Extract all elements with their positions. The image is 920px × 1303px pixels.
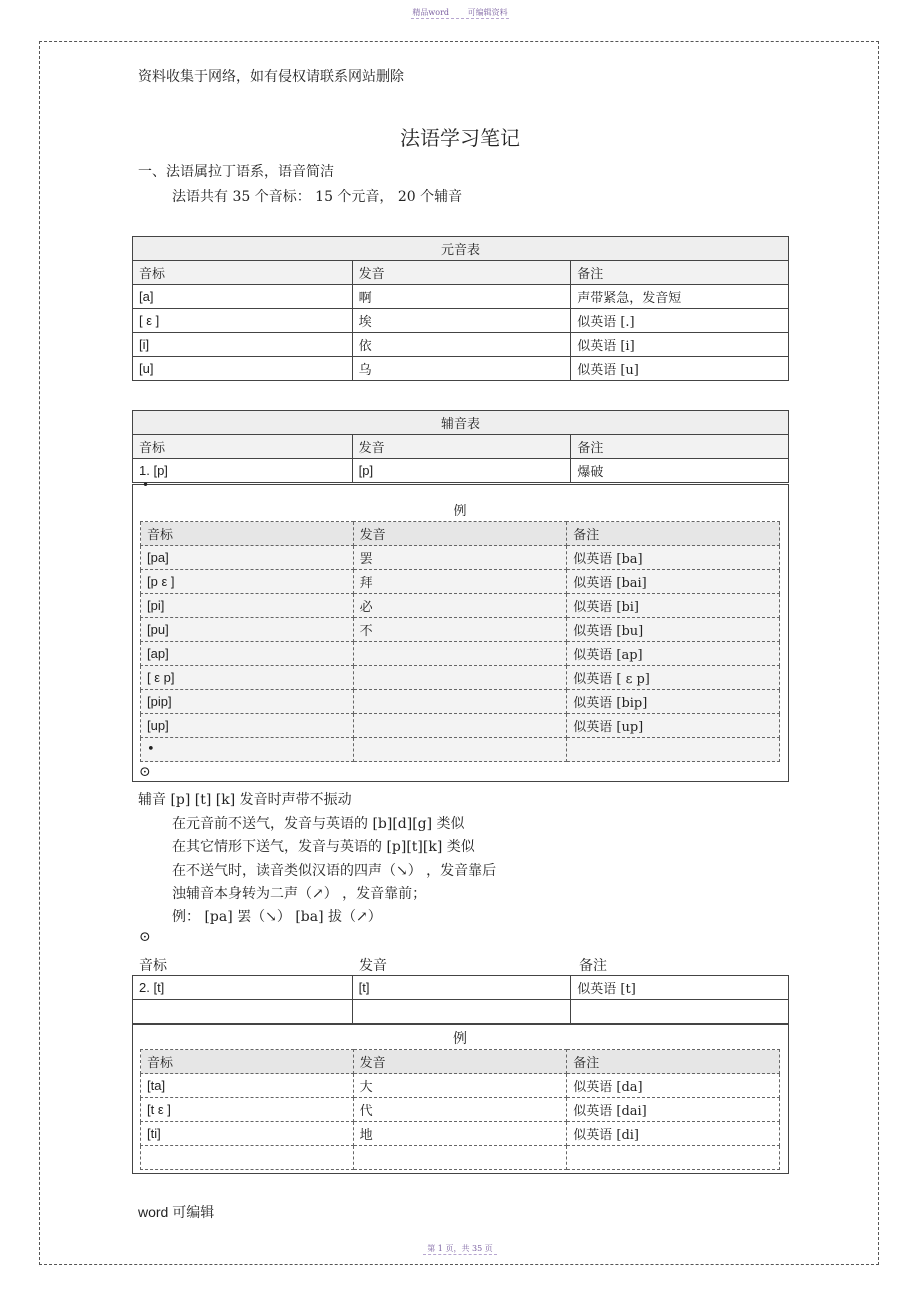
consonant-table-caption: 辅音表 [133, 411, 789, 435]
table-row [141, 1098, 780, 1122]
bullet: • [142, 478, 150, 492]
cell-sound [353, 666, 567, 690]
header-cell: 备注 [579, 958, 607, 974]
cell-symbol: 1. [p] [133, 459, 353, 483]
cell-sound: 依 [352, 333, 571, 357]
cell-note: 似英语 [di] [567, 1122, 780, 1146]
cell-sound: 罢 [353, 546, 567, 570]
header-cell: 备注 [567, 522, 780, 546]
cell-note: 似英语 [ap] [567, 642, 780, 666]
circle-marker: ⊙ [139, 929, 151, 945]
header-cell: 发音 [352, 261, 571, 285]
copyright-notice: 资料收集于网络，如有侵权请联系网站删除 [138, 69, 404, 85]
header-cell: 发音 [353, 522, 567, 546]
table-row [133, 459, 789, 483]
cell-symbol: [t ε ] [141, 1098, 354, 1122]
header-left-text: 精品word [412, 8, 450, 17]
table-row [141, 1146, 780, 1170]
cell-note: 似英语 [bi] [567, 594, 780, 618]
header-cell: 音标 [141, 1050, 354, 1074]
header-cell: 音标 [141, 522, 354, 546]
table-row [141, 714, 780, 738]
note-line: 在元音前不送气，发音与英语的 [b][d][g] 类似 [172, 816, 465, 832]
cell-sound: 不 [353, 618, 567, 642]
header-cell: 音标 [133, 261, 353, 285]
intro-text: 法语共有 35 个音标： 15 个元音， 20 个辅音 [172, 189, 463, 205]
cell-sound: 乌 [352, 357, 571, 381]
vowel-table-caption: 元音表 [133, 237, 789, 261]
example-caption: 例 [141, 498, 780, 522]
table-row [133, 309, 789, 333]
cell-note: 似英语 [i] [571, 333, 789, 357]
table-row [133, 333, 789, 357]
table-row [141, 618, 780, 642]
cell-note: 似英语 [u] [571, 357, 789, 381]
cell-sound: 大 [353, 1074, 567, 1098]
cell-note [567, 1146, 780, 1170]
example-table-p [140, 498, 780, 762]
header-cell: 发音 [359, 958, 387, 974]
cell-sound: 地 [353, 1122, 567, 1146]
cell-symbol: [ta] [141, 1074, 354, 1098]
cell-note: 似英语 [ ε p] [567, 666, 780, 690]
cell-sound [353, 690, 567, 714]
cell-note [567, 738, 780, 762]
cell-note: 似英语 [dai] [567, 1098, 780, 1122]
table-row [141, 690, 780, 714]
cell-note: 似英语 [da] [567, 1074, 780, 1098]
cell-symbol: [ti] [141, 1122, 354, 1146]
bottom-note: word 可编辑 [138, 1204, 215, 1220]
cell-symbol [141, 1146, 354, 1170]
note-line: 浊辅音本身转为二声（↗） ，发音靠前； [172, 886, 427, 902]
cell-sound: 必 [353, 594, 567, 618]
cell-symbol: [pu] [141, 618, 354, 642]
example-caption: 例 [453, 1031, 467, 1047]
footer-underline [423, 1254, 497, 1255]
cell-sound: 啊 [352, 285, 571, 309]
page-title: 法语学习笔记 [400, 126, 520, 150]
cell-symbol: [u] [133, 357, 353, 381]
cell-symbol: [ ε ] [133, 309, 353, 333]
table-row [141, 1122, 780, 1146]
consonant-table [132, 410, 789, 483]
note-line: 辅音 [p] [t] [k] 发音时声带不振动 [138, 792, 352, 808]
header-cell: 备注 [567, 1050, 780, 1074]
cell-symbol: • [141, 738, 354, 762]
table-row [133, 357, 789, 381]
cell-note: 似英语 [t] [571, 976, 789, 1000]
cell-sound [353, 738, 567, 762]
cell-sound [353, 714, 567, 738]
note-line: 在其它情形下送气，发音与英语的 [p][t][k] 类似 [172, 839, 475, 855]
header-cell: 备注 [571, 435, 789, 459]
header-right-text: 可编辑资料 [467, 8, 508, 17]
header-cell: 发音 [352, 435, 571, 459]
cell-note: 似英语 [bu] [567, 618, 780, 642]
table-row [141, 570, 780, 594]
vowel-table [132, 236, 789, 381]
cell-sound [353, 1146, 567, 1170]
cell-sound: 拜 [353, 570, 567, 594]
header-cell: 发音 [353, 1050, 567, 1074]
cell-note: 爆破 [571, 459, 789, 483]
cell-note: 似英语 [ba] [567, 546, 780, 570]
cell-sound: 埃 [352, 309, 571, 333]
circle-marker: ⊙ [139, 764, 151, 780]
table-row [141, 1074, 780, 1098]
cell-symbol: [ap] [141, 642, 354, 666]
header-underline [411, 18, 509, 19]
cell-sound: 代 [353, 1098, 567, 1122]
cell-note: 似英语 [bai] [567, 570, 780, 594]
section-heading: 一、法语属拉丁语系，语音简洁 [138, 164, 334, 180]
page-footer [0, 1243, 920, 1254]
note-line: 在不送气时，读音类似汉语的四声（↘） ，发音靠后 [172, 863, 497, 879]
page-header [0, 7, 920, 18]
cell-note: 似英语 [up] [567, 714, 780, 738]
cell-symbol: [up] [141, 714, 354, 738]
header-cell: 音标 [139, 958, 167, 974]
example-table-t [140, 1049, 780, 1170]
cell-sound: [t] [352, 976, 571, 1000]
cell-note: 声带紧急，发音短 [571, 285, 789, 309]
table-row [133, 1000, 789, 1024]
consonant-table-t [132, 975, 789, 1024]
table-row [141, 642, 780, 666]
cell-note: 似英语 [bip] [567, 690, 780, 714]
header-cell: 备注 [571, 261, 789, 285]
table-row [141, 666, 780, 690]
table-row [133, 976, 789, 1000]
cell-symbol: [pa] [141, 546, 354, 570]
header-cell: 音标 [133, 435, 353, 459]
footer-page-text: 第 1 页，共 35 页 [427, 1244, 493, 1253]
cell-sound [353, 642, 567, 666]
cell-symbol: [pip] [141, 690, 354, 714]
note-line: 例： [pa] 罢（↘） [ba] 拔（↗） [172, 909, 382, 925]
cell-symbol: 2. [t] [133, 976, 353, 1000]
cell-symbol: [ ε p] [141, 666, 354, 690]
table-row [141, 594, 780, 618]
cell-sound: [p] [352, 459, 571, 483]
cell-symbol: [p ε ] [141, 570, 354, 594]
cell-symbol: [i] [133, 333, 353, 357]
table-row [141, 738, 780, 762]
cell-symbol: [a] [133, 285, 353, 309]
cell-symbol: [pi] [141, 594, 354, 618]
cell-note: 似英语 [.] [571, 309, 789, 333]
table-row [141, 546, 780, 570]
table-row [133, 285, 789, 309]
